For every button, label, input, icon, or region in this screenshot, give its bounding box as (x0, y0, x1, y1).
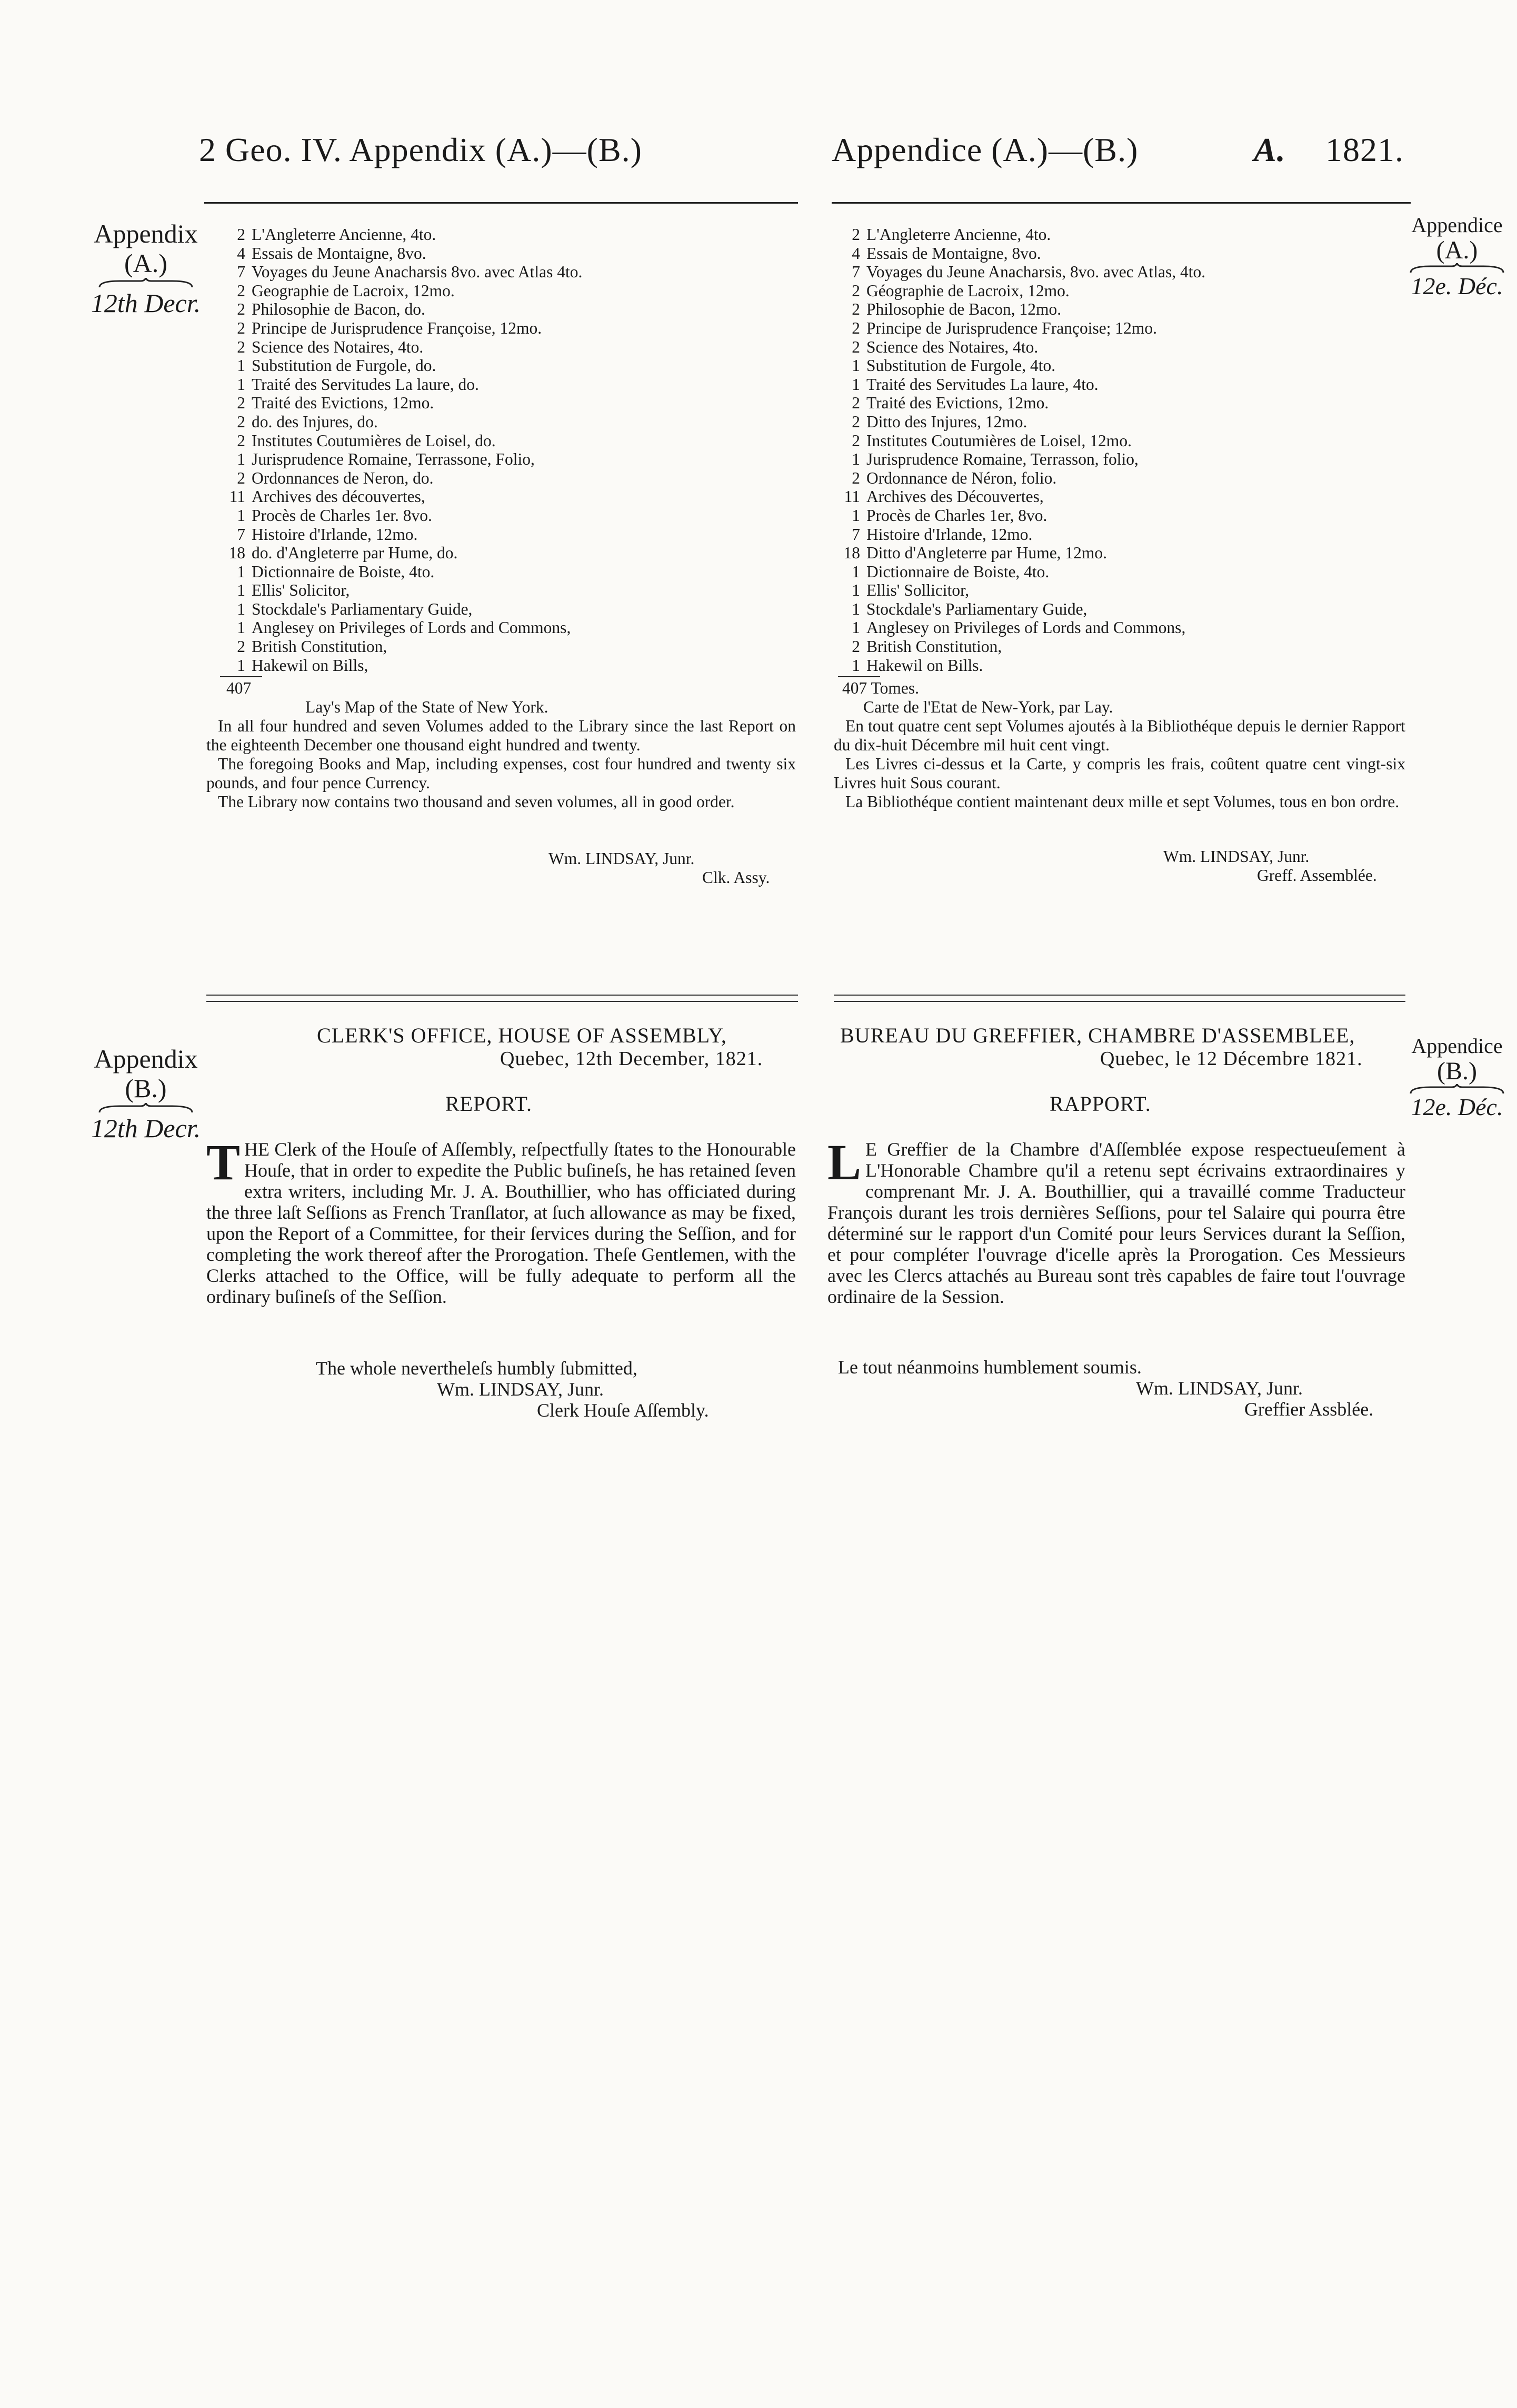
list-item (836, 282, 1394, 300)
list-item (221, 469, 800, 488)
item-quantity: 4 (237, 244, 245, 263)
report-heading: RAPPORT. (1050, 1092, 1151, 1116)
item-quantity: 2 (237, 468, 245, 487)
list-item (836, 637, 1394, 656)
margin-appendix-b-left (91, 1044, 201, 1143)
item-title: Dictionnaire de Boiste, 4to. (866, 562, 1050, 581)
item-quantity: 2 (237, 412, 245, 431)
item-quantity: 1 (852, 562, 860, 581)
list-item (836, 319, 1394, 338)
item-title: Ditto d'Angleterre par Hume, 12mo. (866, 544, 1107, 563)
report-body (827, 1134, 1405, 1307)
list-item (221, 525, 800, 544)
item-quantity: 2 (237, 318, 245, 337)
item-quantity: 2 (852, 637, 860, 656)
header-rule-right (832, 202, 1411, 204)
header-rule-left (204, 202, 798, 204)
item-quantity: 1 (237, 562, 245, 581)
item-title: Substitution de Furgole, do. (252, 356, 436, 375)
signer: Wm. LINDSAY, Junr. (1136, 1378, 1303, 1399)
item-quantity: 7 (237, 525, 245, 544)
item-title: Stockdale's Parliamentary Guide, (866, 599, 1087, 618)
header-mark: A. (1254, 131, 1286, 168)
item-title: Ditto des Injures, 12mo. (866, 412, 1027, 431)
list-item (221, 581, 800, 600)
margin-appendix-b-right (1404, 1034, 1510, 1120)
list-item (836, 413, 1394, 432)
list-item (221, 600, 800, 619)
item-quantity: 1 (237, 656, 245, 675)
drop-cap: L (827, 1134, 862, 1190)
appendix-a-english-list (221, 225, 800, 675)
item-title: Traité des Evictions, 12mo. (252, 394, 434, 413)
item-title: do. des Injures, do. (252, 412, 378, 431)
margin-sub: (A.) (1436, 236, 1478, 264)
list-item (221, 637, 800, 656)
list-item (836, 375, 1394, 394)
divider-left (206, 1001, 798, 1002)
item-quantity: 1 (237, 450, 245, 469)
drop-cap: T (206, 1134, 241, 1190)
paragraph: The Library now contains two thousand and seven volumes, all in good order. (218, 792, 735, 811)
item-quantity: 1 (237, 618, 245, 637)
list-item (836, 450, 1394, 469)
item-quantity: 2 (237, 394, 245, 413)
item-title: Hakewil on Bills. (866, 656, 983, 675)
closing: The whole neverthelеſs humbly ſubmitted, (316, 1358, 637, 1379)
item-quantity: 1 (852, 599, 860, 618)
list-item (836, 225, 1394, 244)
signer: Wm. LINDSAY, Junr. (437, 1379, 604, 1400)
margin-label: Appendix (94, 1044, 198, 1073)
item-quantity: 1 (237, 581, 245, 600)
paragraph: In all four hundred and seven Volumes added to the Library since the last Report on the eighteenth December one thousand eight hundred and twenty. (206, 717, 796, 754)
list-item (221, 656, 800, 675)
appendix-a-english-map: Lay's Map of the State of New York. (305, 698, 548, 716)
list-item (221, 375, 800, 394)
list-item (221, 506, 800, 525)
margin-date: 12th Decr. (91, 288, 201, 318)
report-body (206, 1134, 796, 1307)
brace-icon (98, 278, 193, 288)
item-title: Géographie de Lacroix, 12mo. (866, 281, 1070, 300)
margin-label: Appendix (94, 219, 198, 248)
item-title: Hakewil on Bills, (252, 656, 368, 675)
list-item (221, 300, 800, 319)
list-item (836, 600, 1394, 619)
list-item (836, 469, 1394, 488)
item-title: Substitution de Furgole, 4to. (866, 356, 1056, 375)
item-title: Traité des Servitudes La laure, 4to. (866, 375, 1099, 394)
list-item (221, 244, 800, 263)
list-item (836, 432, 1394, 450)
total-rule (838, 676, 880, 677)
item-quantity: 1 (852, 618, 860, 637)
list-item (836, 356, 1394, 375)
item-quantity: 2 (852, 468, 860, 487)
item-title: Jurisprudence Romaine, Terrasson, folio, (866, 450, 1139, 469)
paragraph: La Bibliothéque contient maintenant deux mille et sept Volumes, tous en bon ordre. (845, 792, 1400, 811)
item-title: Ordonnances de Neron, do. (252, 468, 434, 487)
item-quantity: 1 (237, 506, 245, 525)
report-text: HE Clerk of the Houſe of Aſſembly, reſpectfully ſtates to the Honourable Houſe, that in order to expedite the Public buſineſs, he has retained ſeven extra writers, including Mr. J. A. Bouthillier, who has officiated during the three laſt Seſſions as French Tranſlator, at ſuch allowance as may be fixed, upon the Report of a Committee, for their ſervices during the Seſſion, and for completing the work thereof after the Prorogation. Theſe Gentlemen, with the Clerks attached to the Office, will be fully adequate to perform all the ordinary buſineſs of the Seſſion. (206, 1139, 796, 1307)
item-quantity: 2 (237, 637, 245, 656)
item-quantity: 1 (237, 356, 245, 375)
item-title: Archives des Découvertes, (866, 487, 1044, 506)
item-title: Voyages du Jeune Anacharsis, 8vo. avec Atlas, 4to. (866, 263, 1206, 282)
signer: Wm. LINDSAY, Junr. (1163, 847, 1310, 866)
item-title: Philosophie de Bacon, do. (252, 300, 425, 319)
signer: Wm. LINDSAY, Junr. (548, 849, 695, 868)
paragraph: The foregoing Books and Map, including expenses, cost four hundred and twenty six pounds, and four pence Currency. (206, 755, 796, 792)
appendix-a-english-text (206, 717, 796, 811)
item-title: Dictionnaire de Boiste, 4to. (252, 562, 435, 581)
list-item (836, 338, 1394, 357)
divider-right (834, 995, 1405, 996)
item-quantity: 7 (852, 525, 860, 544)
margin-appendix-a-right (1404, 213, 1510, 299)
item-quantity: 1 (852, 375, 860, 394)
item-title: Traité des Servitudes La laure, do. (252, 375, 479, 394)
item-title: Essais de Montaigne, 8vo. (252, 244, 426, 263)
list-item (836, 544, 1394, 563)
list-item (221, 394, 800, 413)
item-quantity: 2 (852, 337, 860, 356)
item-quantity: 7 (237, 263, 245, 282)
list-item (221, 450, 800, 469)
item-quantity: 2 (237, 337, 245, 356)
item-title: L'Angleterre Ancienne, 4to. (252, 225, 436, 244)
item-title: British Constitution, (866, 637, 1002, 656)
item-quantity: 2 (852, 281, 860, 300)
item-title: Archives des découvertes, (252, 487, 425, 506)
item-quantity: 18 (228, 544, 245, 563)
brace-icon (98, 1103, 193, 1113)
appendix-a-english-total: 407 (226, 679, 252, 697)
item-title: Institutes Coutumières de Loisel, do. (252, 431, 496, 450)
signer-role: Clk. Assy. (702, 868, 770, 887)
item-quantity: 1 (852, 581, 860, 600)
item-title: Science des Notaires, 4to. (866, 337, 1039, 356)
item-title: Philosophie de Bacon, 12mo. (866, 300, 1062, 319)
list-item (221, 225, 800, 244)
list-item (221, 544, 800, 563)
item-title: Principe de Jurisprudence Françoise, 12mo. (252, 318, 542, 337)
signer-role: Clerk Houſe Aſſembly. (537, 1400, 709, 1421)
list-item (836, 244, 1394, 263)
item-title: Science des Notaires, 4to. (252, 337, 424, 356)
margin-appendix-a-left (91, 219, 201, 318)
item-title: Traité des Evictions, 12mo. (866, 394, 1049, 413)
list-item (836, 487, 1394, 506)
item-quantity: 1 (237, 375, 245, 394)
item-title: Stockdale's Parliamentary Guide, (252, 599, 473, 618)
item-title: Anglesey on Privileges of Lords and Commons, (866, 618, 1186, 637)
item-quantity: 2 (852, 318, 860, 337)
item-quantity: 2 (852, 412, 860, 431)
item-quantity: 2 (237, 225, 245, 244)
item-quantity: 2 (852, 394, 860, 413)
item-quantity: 7 (852, 263, 860, 282)
list-item (836, 394, 1394, 413)
item-quantity: 1 (852, 506, 860, 525)
item-title: Procès de Charles 1er, 8vo. (866, 506, 1047, 525)
item-quantity: 1 (852, 356, 860, 375)
list-item (836, 563, 1394, 581)
list-item (836, 656, 1394, 675)
list-item (221, 356, 800, 375)
item-title: Ellis' Sollicitor, (866, 581, 970, 600)
appendix-a-french-text (834, 717, 1405, 811)
list-item (221, 282, 800, 300)
item-title: Jurisprudence Romaine, Terrassone, Folio, (252, 450, 535, 469)
item-title: Institutes Coutumières de Loisel, 12mo. (866, 431, 1132, 450)
divider-left (206, 995, 798, 996)
item-title: Histoire d'Irlande, 12mo. (866, 525, 1033, 544)
list-item (221, 563, 800, 581)
list-item (221, 487, 800, 506)
margin-sub: (A.) (124, 248, 167, 278)
margin-date: 12th Decr. (91, 1113, 201, 1143)
margin-date: 12e. Déc. (1411, 273, 1503, 299)
list-item (836, 263, 1394, 282)
list-item (836, 618, 1394, 637)
margin-label: Appendice (1411, 213, 1503, 237)
signer-role: Greffier Assblée. (1244, 1399, 1374, 1420)
item-quantity: 2 (237, 300, 245, 319)
list-item (836, 506, 1394, 525)
header-year: 1821. (1325, 131, 1404, 168)
place-date: Quebec, le 12 Décembre 1821. (1100, 1048, 1363, 1070)
item-quantity: 1 (237, 599, 245, 618)
brace-icon (1410, 263, 1504, 274)
paragraph: En tout quatre cent sept Volumes ajoutés à la Bibliothéque depuis le dernier Rapport du dix-huit Décembre mil huit cent vingt. (834, 717, 1405, 754)
item-title: Essais de Montaigne, 8vo. (866, 244, 1041, 263)
office-title: BUREAU DU GREFFIER, CHAMBRE D'ASSEMBLEE, (840, 1024, 1355, 1047)
list-item (836, 300, 1394, 319)
header-left: 2 Geo. IV. Appendix (A.)—(B.) (199, 131, 642, 168)
signer-role: Greff. Assemblée. (1257, 866, 1377, 885)
item-quantity: 1 (852, 450, 860, 469)
appendix-a-french-map: Carte de l'Etat de New-York, par Lay. (863, 698, 1113, 716)
list-item (221, 618, 800, 637)
item-quantity: 2 (237, 431, 245, 450)
margin-sub: (B.) (1437, 1057, 1477, 1085)
appendix-a-french-total: 407 Tomes. (842, 679, 919, 697)
item-quantity: 2 (237, 281, 245, 300)
report-text: E Greffier de la Chambre d'Aſſemblée expose respectueuſement à L'Honorable Chambre qu'il a retenu sept écrivains extraordinaires y comprenant Mr. J. A. Bouthillier, qui a travaillé comme Traducteur François durant les trois dernières Seſſions, pour tel Salaire qui pourra être déterminé sur le rapport d'un Comité pour leurs Services durant la Seſſion, et pour compléter l'ouvrage d'icelle après la Prorogation. Ces Messieurs avec les Clercs attachés au Bureau sont très capables de faire tout l'ouvrage ordinaire de la Session. (827, 1139, 1405, 1307)
item-title: Principe de Jurisprudence Françoise; 12mo. (866, 318, 1157, 337)
appendix-a-french-list (836, 225, 1394, 675)
item-quantity: 2 (852, 225, 860, 244)
office-title: CLERK'S OFFICE, HOUSE OF ASSEMBLY, (317, 1024, 727, 1047)
item-title: Geographie de Lacroix, 12mo. (252, 281, 455, 300)
header-right: Appendice (A.)—(B.) (832, 131, 1139, 168)
item-title: Ellis' Solicitor, (252, 581, 350, 600)
item-quantity: 4 (852, 244, 860, 263)
item-title: do. d'Angleterre par Hume, do. (252, 544, 458, 563)
item-quantity: 1 (852, 656, 860, 675)
item-title: Procès de Charles 1er. 8vo. (252, 506, 432, 525)
report-heading: REPORT. (445, 1092, 532, 1116)
margin-sub: (B.) (125, 1073, 167, 1103)
item-title: Anglesey on Privileges of Lords and Commons, (252, 618, 571, 637)
item-title: L'Angleterre Ancienne, 4to. (866, 225, 1051, 244)
list-item (836, 581, 1394, 600)
item-quantity: 18 (843, 544, 860, 563)
divider-right (834, 1001, 1405, 1002)
margin-label: Appendice (1411, 1034, 1503, 1058)
margin-date: 12e. Déc. (1411, 1093, 1503, 1120)
item-quantity: 2 (852, 431, 860, 450)
item-quantity: 11 (229, 487, 245, 506)
item-title: Voyages du Jeune Anacharsis 8vo. avec Atlas 4to. (252, 263, 583, 282)
item-title: British Constitution, (252, 637, 387, 656)
list-item (221, 263, 800, 282)
list-item (221, 413, 800, 432)
paragraph: Les Livres ci-dessus et la Carte, y compris les frais, coûtent quatre cent vingt-six Livres huit Sous courant. (834, 755, 1405, 792)
item-title: Ordonnance de Néron, folio. (866, 468, 1057, 487)
item-quantity: 11 (844, 487, 860, 506)
place-date: Quebec, 12th December, 1821. (500, 1048, 763, 1070)
closing: Le tout néanmoins humblement soumis. (838, 1357, 1142, 1378)
item-quantity: 2 (852, 300, 860, 319)
list-item (836, 525, 1394, 544)
total-rule (220, 676, 262, 677)
list-item (221, 432, 800, 450)
item-title: Histoire d'Irlande, 12mo. (252, 525, 418, 544)
list-item (221, 338, 800, 357)
list-item (221, 319, 800, 338)
brace-icon (1410, 1084, 1504, 1095)
